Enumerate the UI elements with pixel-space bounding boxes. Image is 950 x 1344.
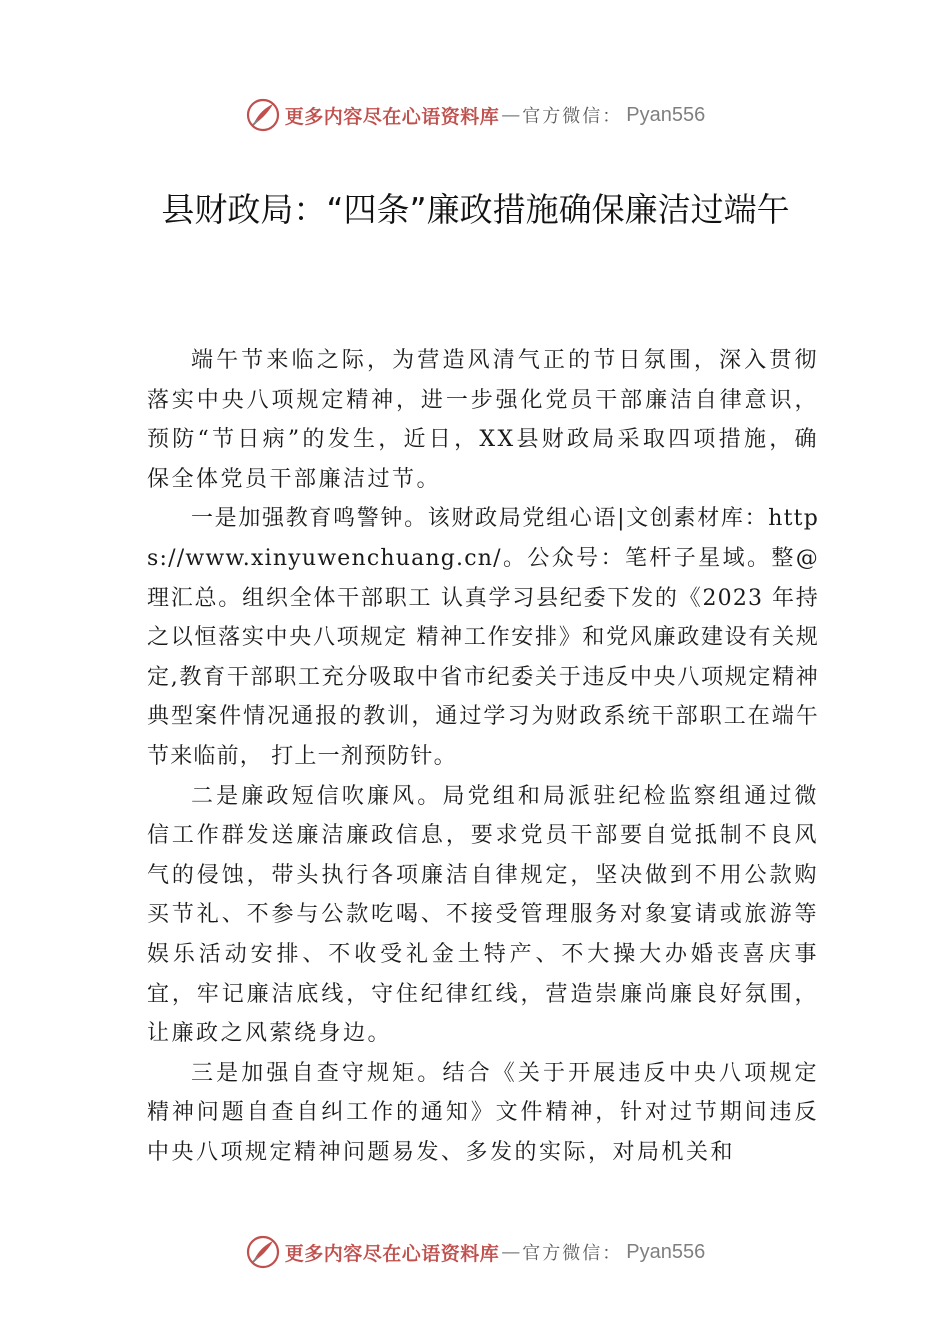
banner-wechat-label: 官方微信： [522, 106, 623, 127]
banner-separator: — [501, 1241, 521, 1263]
paragraph-measure-2: 二是廉政短信吹廉风。局党组和局派驻纪检监察组通过微信工作群发送廉洁廉政信息，要求党员干部要自觉抵制不良风气的侵蚀，带头执行各项廉洁自律规定，坚决做到不用公款购买节礼、不参与公款吃喝、不接受管理服务对象宴请或旅游等娱乐活动安排、不收受礼金土特产、不大操大办婚丧喜庆事宜，牢记廉洁底线，守住纪律红线，营造崇廉尚廉良好氛围，让廉政之风萦绕身边。 [147, 783, 819, 1047]
banner-wechat-label: 官方微信： [522, 1243, 623, 1264]
paragraph-intro: 端午节来临之际，为营造风清气正的节日氛围，深入贯彻落实中央八项规定精神，进一步强化党员干部廉洁自律意识，预防“节日病”的发生，近日，XX县财政局采取四项措施，确保全体党员干部廉洁过节。 [147, 348, 819, 492]
document-title: 县财政局：“四条”廉政措施确保廉洁过端午 [161, 190, 790, 229]
banner-brand-text: 更多内容尽在心语资料库 [284, 105, 500, 128]
pen-quill-logo-icon [245, 1234, 281, 1270]
header-banner [0, 95, 950, 135]
banner-wechat-id: Pyan556 [626, 1240, 706, 1263]
footer-banner [0, 1232, 950, 1272]
header-banner-content [245, 97, 705, 133]
banner-brand-text: 更多内容尽在心语资料库 [284, 1242, 500, 1265]
paragraph-measure-3: 三是加强自查守规矩。结合《关于开展违反中央八项规定精神问题自查自纠工作的通知》文件精神，针对过节期间违反中央八项规定精神问题易发、多发的实际，对局机关和 [147, 1060, 819, 1165]
banner-separator: — [501, 104, 521, 126]
pen-quill-logo-icon [245, 97, 281, 133]
document-body [147, 341, 819, 1172]
paragraph-measure-1: 一是加强教育鸣警钟。该财政局党组心语|文创素材库：https://www.xinyuwenchuang.cn/。公众号：笔杆子星域。整@理汇总。组织全体干部职工 认真学习县纪委下发的《2023 年持之以恒落实中央八项规定 精神工作安排》和党风廉政建设有关规定,教育干部职工充分吸取中省市纪委关于违反中央八项规定精神典型案件情况通报的教训，通过学习为财政系统干部职工在端午节来临前， 打上一剂预防针。 [147, 506, 819, 769]
banner-wechat-id: Pyan556 [626, 103, 706, 126]
footer-banner-content [245, 1234, 705, 1270]
